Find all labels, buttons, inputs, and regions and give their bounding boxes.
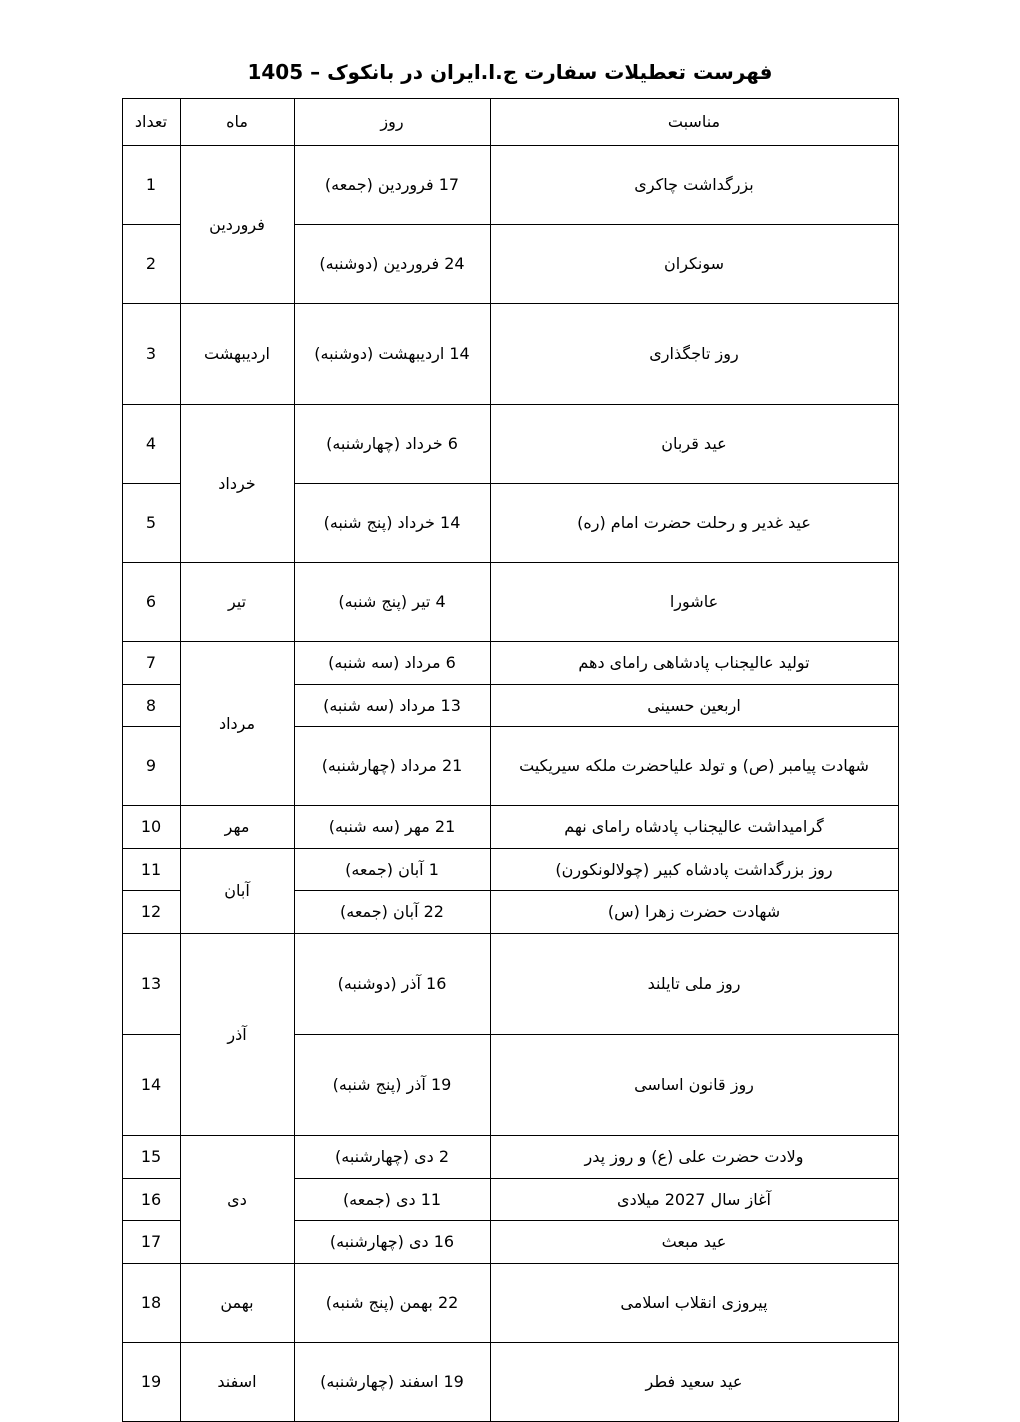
table-header — [122, 99, 898, 146]
cell-day: 1 آبان (جمعه) — [294, 848, 490, 891]
cell-day: 16 دی (چهارشنبه) — [294, 1221, 490, 1264]
cell-day: 24 فروردین (دوشنبه) — [294, 225, 490, 304]
column-header-occasion: مناسبت — [490, 99, 898, 146]
cell-number: 8 — [122, 684, 180, 727]
cell-day: 14 خرداد (پنج شنبه) — [294, 484, 490, 563]
table-row — [122, 405, 898, 484]
table-row — [122, 146, 898, 225]
cell-occasion: پیروزی انقلاب اسلامی — [490, 1263, 898, 1342]
cell-number: 10 — [122, 806, 180, 849]
column-header-day: روز — [294, 99, 490, 146]
cell-number: 9 — [122, 727, 180, 806]
cell-occasion: آغاز سال 2027 میلادی — [490, 1178, 898, 1221]
page-title: فهرست تعطیلات سفارت ج.ا.ایران در بانکوک – 1405 — [247, 60, 773, 84]
cell-number: 15 — [122, 1135, 180, 1178]
cell-number: 18 — [122, 1263, 180, 1342]
cell-occasion: روز تاجگذاری — [490, 304, 898, 405]
cell-occasion: شهادت حضرت زهرا (س) — [490, 891, 898, 934]
table-row — [122, 1263, 898, 1342]
cell-month: خرداد — [180, 405, 294, 563]
cell-day: 6 مرداد (سه شنبه) — [294, 642, 490, 685]
cell-month: مرداد — [180, 642, 294, 806]
table-header-row — [122, 99, 898, 146]
cell-month: آبان — [180, 848, 294, 933]
table-row — [122, 806, 898, 849]
cell-occasion: بزرگداشت چاکری — [490, 146, 898, 225]
cell-number: 2 — [122, 225, 180, 304]
cell-month: فروردین — [180, 146, 294, 304]
cell-day: 11 دی (جمعه) — [294, 1178, 490, 1221]
document-page — [0, 60, 1020, 1391]
cell-day: 6 خرداد (چهارشنبه) — [294, 405, 490, 484]
cell-number: 16 — [122, 1178, 180, 1221]
table-body — [122, 146, 898, 1422]
cell-number: 11 — [122, 848, 180, 891]
cell-month: تیر — [180, 563, 294, 642]
cell-day: 21 مهر (سه شنبه) — [294, 806, 490, 849]
cell-day: 19 آذر (پنج شنبه) — [294, 1034, 490, 1135]
cell-day: 17 فروردین (جمعه) — [294, 146, 490, 225]
cell-month: مهر — [180, 806, 294, 849]
cell-number: 19 — [122, 1342, 180, 1421]
cell-day: 13 مرداد (سه شنبه) — [294, 684, 490, 727]
cell-number: 12 — [122, 891, 180, 934]
cell-month: بهمن — [180, 1263, 294, 1342]
cell-number: 5 — [122, 484, 180, 563]
cell-occasion: عید قربان — [490, 405, 898, 484]
table-row — [122, 563, 898, 642]
cell-day: 2 دی (چهارشنبه) — [294, 1135, 490, 1178]
cell-occasion: روز ملی تایلند — [490, 933, 898, 1034]
cell-day: 22 آبان (جمعه) — [294, 891, 490, 934]
cell-occasion: ولادت حضرت علی (ع) و روز پدر — [490, 1135, 898, 1178]
cell-occasion: گرامیداشت عالیجناب پادشاه رامای نهم — [490, 806, 898, 849]
cell-month: آذر — [180, 933, 294, 1135]
cell-day: 19 اسفند (چهارشنبه) — [294, 1342, 490, 1421]
cell-occasion: عید سعید فطر — [490, 1342, 898, 1421]
cell-occasion: تولید عالیجناب پادشاهی رامای دهم — [490, 642, 898, 685]
cell-number: 3 — [122, 304, 180, 405]
cell-occasion: عاشورا — [490, 563, 898, 642]
cell-month: اسفند — [180, 1342, 294, 1421]
table-row — [122, 848, 898, 891]
cell-occasion: سونکران — [490, 225, 898, 304]
cell-number: 1 — [122, 146, 180, 225]
cell-occasion: شهادت پیامبر (ص) و تولد علیاحضرت ملکه سیریکیت — [490, 727, 898, 806]
table-row — [122, 1342, 898, 1421]
cell-occasion: روز قانون اساسی — [490, 1034, 898, 1135]
cell-month: دی — [180, 1135, 294, 1263]
cell-occasion: عید غدیر و رحلت حضرت امام (ره) — [490, 484, 898, 563]
column-header-count: تعداد — [122, 99, 180, 146]
table-row — [122, 642, 898, 685]
column-header-month: ماه — [180, 99, 294, 146]
cell-day: 14 اردیبهشت (دوشنبه) — [294, 304, 490, 405]
table-row — [122, 304, 898, 405]
cell-number: 4 — [122, 405, 180, 484]
cell-occasion: روز بزرگداشت پادشاه کبیر (چولالونکورن) — [490, 848, 898, 891]
cell-day: 21 مرداد (چهارشنبه) — [294, 727, 490, 806]
cell-day: 16 آذر (دوشنبه) — [294, 933, 490, 1034]
cell-occasion: عید مبعث — [490, 1221, 898, 1264]
cell-month: اردیبهشت — [180, 304, 294, 405]
cell-number: 13 — [122, 933, 180, 1034]
table-row — [122, 1135, 898, 1178]
cell-day: 4 تیر (پنج شنبه) — [294, 563, 490, 642]
cell-number: 17 — [122, 1221, 180, 1264]
table-row — [122, 933, 898, 1034]
cell-occasion: اربعین حسینی — [490, 684, 898, 727]
holidays-table — [122, 98, 899, 1422]
cell-day: 22 بهمن (پنج شنبه) — [294, 1263, 490, 1342]
cell-number: 14 — [122, 1034, 180, 1135]
cell-number: 6 — [122, 563, 180, 642]
cell-number: 7 — [122, 642, 180, 685]
